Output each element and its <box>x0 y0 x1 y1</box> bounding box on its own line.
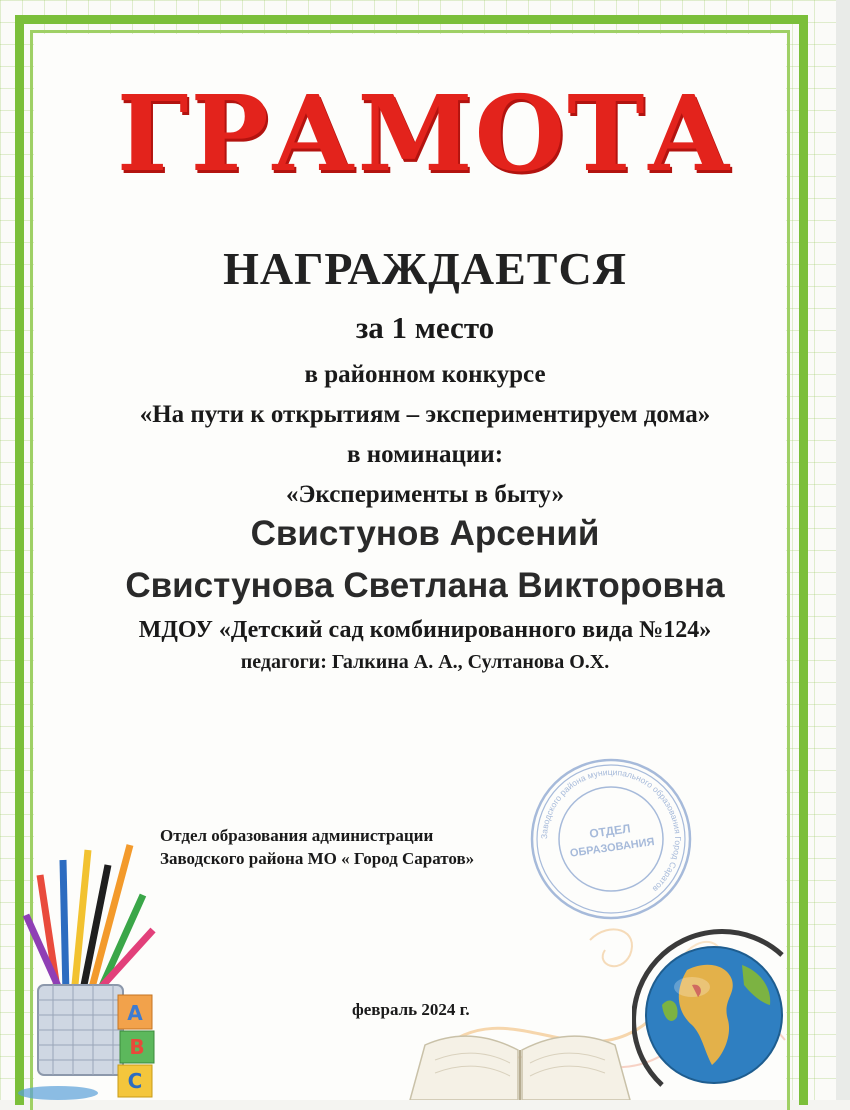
contest-name: «На пути к открытиям – экспериментируем дома» <box>139 401 711 428</box>
issue-date: февраль 2024 г. <box>352 1000 470 1019</box>
abc-blocks-icon <box>118 995 154 1097</box>
globe-icon <box>632 925 807 1100</box>
contest-intro: в районном конкурсе <box>304 361 546 388</box>
open-book-icon <box>400 1015 640 1100</box>
block-a: A <box>127 1001 143 1025</box>
stamp-text-line2: ОБРАЗОВАНИЯ <box>569 836 656 860</box>
block-b: B <box>129 1035 145 1059</box>
stamp-ring-text: Заводского района муниципального образования Город Саратов <box>538 766 684 895</box>
nomination-name: «Эксперименты в быту» <box>285 481 565 508</box>
issuer-line2: Заводского района МО « Город Саратов» <box>160 849 475 868</box>
block-c: C <box>127 1069 143 1093</box>
nomination-intro: в номинации: <box>346 441 504 468</box>
recipient-name: Свистунов Арсений <box>250 514 600 553</box>
official-stamp-icon <box>528 756 694 922</box>
teachers-line: педагоги: Галкина А. А., Султанова О.Х. <box>240 651 610 673</box>
issuer-block <box>160 824 474 870</box>
issuer-line1: Отдел образования администрации <box>160 826 434 845</box>
awarded-heading: НАГРАЖДАЕТСЯ <box>223 243 627 294</box>
place-text: за 1 место <box>355 310 495 345</box>
pencil-cup-icon <box>18 835 168 1100</box>
stamp-text-line1: ОТДЕЛ <box>588 821 632 841</box>
certificate-title: ГРАМОТА <box>116 72 734 195</box>
organization-name: МДОУ «Детский сад комбинированного вида №124» <box>138 617 712 643</box>
parent-name: Свистунова Светлана Викторовна <box>125 566 725 605</box>
